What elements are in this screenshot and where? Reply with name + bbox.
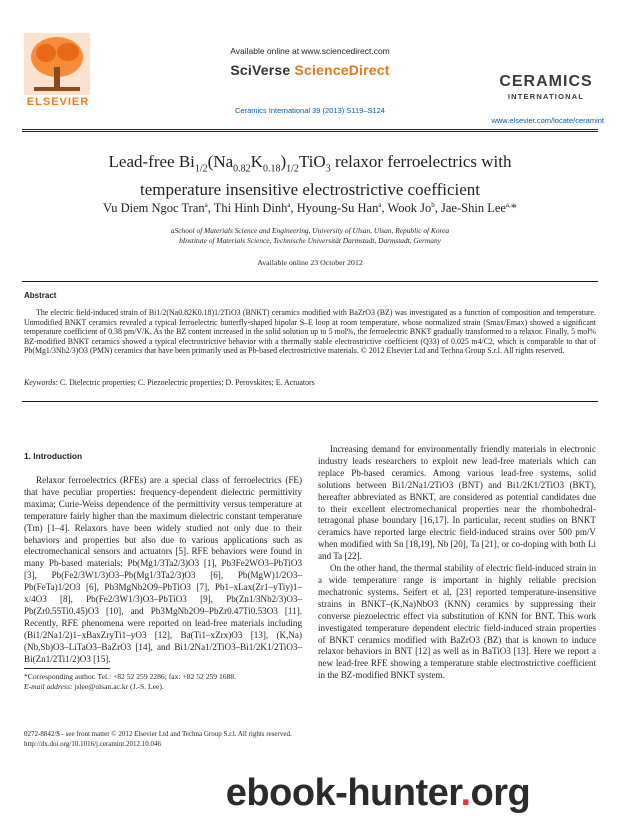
author-list: Vu Diem Ngoc Tran$^a$, Thi Hinh Dinh$^a$, Hyoung-Su Han$^a$, Wook Jo$^b$, Jae-Shin Lee$^{a,}$* [102, 201, 518, 216]
doi-link[interactable]: http://dx.doi.org/10.1016/j.ceramint.2012.10.046 [24, 739, 161, 748]
left-column [24, 475, 302, 666]
watermark-text-a: ebook-hunter [225, 772, 461, 814]
header-divider-thin [22, 131, 598, 132]
footnote-email-label: E-mail address: [24, 681, 73, 691]
elsevier-tree-logo [24, 33, 90, 95]
footnote-contact: *Corresponding author. Tel.: +82 52 259 2286; fax: +82 52 259 1688. [24, 672, 237, 681]
journal-homepage-link[interactable]: www.elsevier.com/locate/ceramint [491, 116, 604, 125]
abstract-divider-top [22, 281, 598, 282]
affiliations [40, 226, 580, 246]
corresponding-author-footnote [24, 672, 314, 691]
abstract-divider-bottom [22, 401, 598, 402]
sciverse-text: SciVerse [230, 62, 295, 78]
copyright-meta [24, 730, 444, 749]
affiliation-a: aSchool of Materials Science and Engineering, University of Ulsan, Ulsan, Republic of Korea [170, 226, 450, 235]
available-online-date: Available online 23 October 2012 [257, 258, 363, 267]
right-column [318, 444, 596, 682]
ceramics-international-logo [496, 73, 596, 101]
header-divider [22, 129, 598, 130]
intro-paragraph-2: Increasing demand for environmentally friendly materials in electronic industry leads researchers to exploit new lead-free materials which can replace Pb-based ceramics. Among various lead-free systems, solid solutions between Bi1/2Na1/2TiO3 (BNT) and Bi1/2K1/2TiO3 (BKT), hereafter abbreviated as BNKT, are considered as potential candidates due to their excellent electromechanical properties near the rhombohedral-tetragonal phase boundary [16,17]. In particular, recent studies on BNKT ceramics have reported large electric field-induced strains over 500 pm/V when modified with Sn [18,19], Nb [20], Ta [21], or co-doping with both Li and Ta [22]. [318, 444, 596, 562]
title-line-1: Lead-free $Bi_{1/2}(Na_{0.82}K_{0.18})_{1/2}TiO_3$ relaxor ferroelectrics with [108, 152, 512, 175]
section-heading-introduction: 1. Introduction [24, 451, 83, 461]
keywords [24, 378, 596, 387]
article-title [40, 151, 580, 200]
sciverse-sciencedirect-logo[interactable] [190, 62, 430, 78]
elsevier-wordmark: ELSEVIER [26, 96, 90, 108]
watermark-dot: . [460, 772, 471, 814]
footnote-email-value[interactable]: jslee@ulsan.ac.kr (J.-S. Lee). [72, 681, 164, 691]
sciencedirect-text: ScienceDirect [294, 62, 390, 78]
watermark [148, 772, 608, 815]
journal-logo-subtitle: INTERNATIONAL [507, 92, 585, 101]
title-line-2: temperature insensitive electrostrictive coefficient [139, 180, 480, 200]
available-online-banner[interactable]: Available online at www.sciencedirect.com [230, 46, 390, 56]
journal-citation-link[interactable]: Ceramics International 39 (2013) S119–S124 [235, 106, 385, 115]
keywords-list: C. Dielectric properties; C. Piezoelectric properties; D. Perovskites; E. Actuators [57, 378, 315, 387]
abstract-body: The electric field-induced strain of Bi1/2(Na0.82K0.18)1/2TiO3 (BNKT) ceramics modified with BaZrO3 (BZ) was investigated as a function of composition and temperature. Unmodified BNKT ceramics revealed a typical ferroelectric butterfly-shaped bipolar S–E loop at room temperature, whose normalized strain (Smax/Emax) showed a significant temperature coefficient of 0.38 pm/V/K. As the BZ content increased in the solid solution up to 5 mol%, the ferroelectric BNKT gradually transformed to a relaxor. Finally, 5 mol% BZ-modified BNKT ceramics showed a typical electrostrictive behavior with a thermally stable electrostrictive coefficient (Q33) of 0.025 m4/C2, which is comparable to that of Pb(Mg1/3Nb2/3)O3 (PMN) ceramics that have been primarily used as Pb-based electrostrictive materials. © 2012 Elsevier Ltd and Techna Group S.r.l. All rights reserved. [24, 308, 596, 356]
abstract-heading: Abstract [24, 291, 57, 300]
footnote-divider [24, 668, 110, 669]
keywords-label: Keywords: [24, 378, 58, 387]
intro-paragraph-1: Relaxor ferroelectrics (RFEs) are a special class of ferroelectrics (FE) that have peculiar properties: frequency-dependent dielectric permittivity maxima; Curie-Weiss dependence of the permittivity versus temperature at temperature fairly higher than the maximum dielectric constant temperature (Tm) [1–4]. Relaxors have been widely studied not only due to their behaviors and properties but also due to various applications such as electromechanical sensors and actuators [5]. RFE behaviors were found in many Pb-based materials: Pb(Mg1/3Ta2/3)O3 [1], Pb3Fe2WO3–PbTiO3 [3], Pb(Fe2/3W1/3)O3–Pb(Mg1/3Ta2/3)O3 [6], Pb(MgW)1/2O3–Pb(FeTa)1/2O3 [6], Pb3MgNb2O9–PbTiO3 [7], Pb1–xLax(Zr1–yTiy)1–x/4O3 [8], Pb(Fe2/3W1/3)O3–PbTiO3 [9], Pb(Zn1/3Nb2/3)O3–Pb(Zr0.55Ti0.45)O3 [10], and Pb3MgNb2O9–PbZr0.47Ti0.53O3 [11]. Recently, RFE phenomena were reported on lead-free materials including (Bi1/2Na1/2)1–xBaxZryTi1–yO3 [12], Ba(Ti1–xZrx)O3 [13], (K,Na)(Nb,Sb)O3–LiTaO3–BaZrO3 [14], and Bi1/2Na1/2TiO3–Bi1/2K1/2TiO3–Bi(Zn1/2Ti1/2)O3 [15]. [24, 475, 302, 664]
front-matter-line: 0272-8842/$ - see front matter © 2012 Elsevier Ltd and Techna Group S.r.l. All rights reserved. [24, 730, 292, 738]
watermark-text-b: org [470, 772, 531, 814]
footnote-email [24, 682, 314, 692]
affiliation-b: bInstitute of Materials Science, Technische Universität Darmstadt, Darmstadt, Germany [179, 236, 441, 245]
intro-paragraph-3: On the other hand, the thermal stability of electric field-induced strain in a wide temperature range is important in highly reliable precision mechatronic systems. Seifert et al. [23] reported temperature-insensitive strains in BNKT–(K,Na)NbO3 (KNN) ceramics by suppressing their converse piezoelectric effect via substitution of KNN for BNT. This work investigated temperature dependent electric field-induced strain properties of BNKT ceramics modified with BaZrO3 (BZ) that is known to induce relaxor behaviors in BNT [12] as well as in BaTiO3 [13]. Here we report a new lead-free RFE showing a temperature stable electrostrictive coefficient in the BZ-modified BNKT system. [318, 563, 596, 681]
journal-logo-title: CERAMICS [499, 73, 593, 90]
